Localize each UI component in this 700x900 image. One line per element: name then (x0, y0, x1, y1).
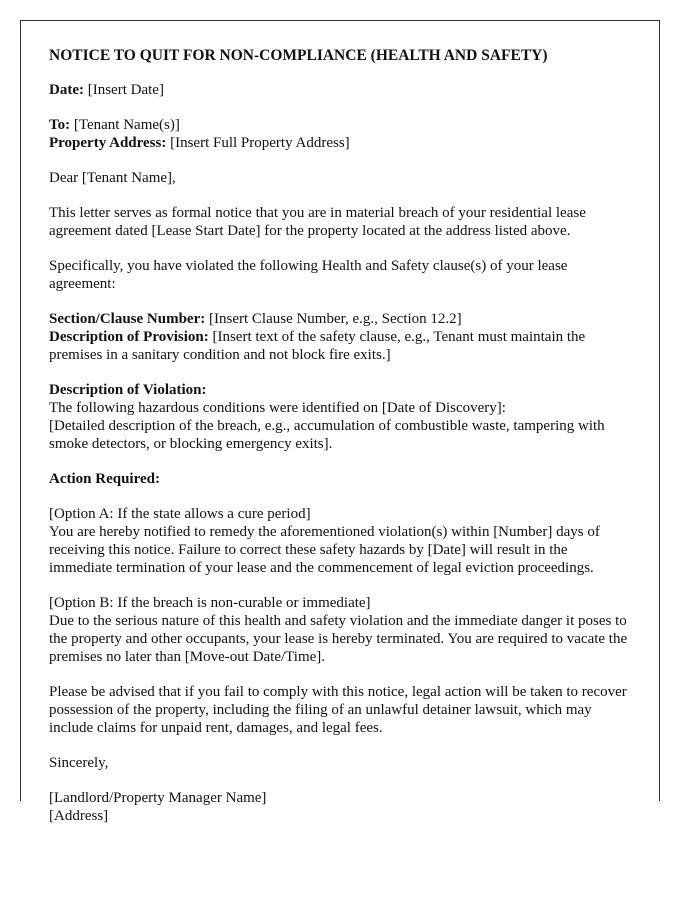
advisory-paragraph: Please be advised that if you fail to comply with this notice, legal action will be taken to recover possession of the property, including the filing of an unlawful detainer lawsuit, which may include claims for unpaid rent, damages, and legal fees. (49, 684, 627, 736)
provision-line (49, 328, 634, 364)
property-address-value: [Insert Full Property Address] (170, 135, 350, 151)
recipient-block (49, 116, 634, 152)
to-line (49, 116, 634, 134)
signature-address: [Address] (49, 808, 109, 824)
clause-number-value: [Insert Clause Number, e.g., Section 12.2] (209, 311, 462, 327)
action-heading-block (49, 470, 634, 488)
intro-paragraph: This letter serves as formal notice that you are in material breach of your residential lease agreement dated [Lease Start Date] for the property located at the address listed above. (49, 205, 586, 239)
clause-number-label: Section/Clause Number: (49, 311, 206, 327)
option-a-text: You are hereby notified to remedy the aforementioned violation(s) within [Number] days of receiving this notice. Failure to correct these safety hazards by [Date] will result in the immediate termination of your lease and the commencement of legal eviction proceedings. (49, 524, 600, 576)
document-page (20, 20, 660, 824)
provision-value: [Insert text of the safety clause, e.g., Tenant must maintain the premises in a sanitary condition and not block fire exits.] (49, 329, 586, 363)
property-address-label: Property Address: (49, 135, 167, 151)
option-a-label: [Option A: If the state allows a cure period] (49, 506, 311, 522)
action-heading: Action Required: (49, 471, 160, 487)
to-label: To: (49, 117, 71, 133)
option-a-block (49, 505, 634, 577)
date-label: Date: (49, 82, 84, 98)
clause-block (49, 310, 634, 364)
property-address-line (49, 134, 634, 152)
provision-label: Description of Provision: (49, 329, 209, 345)
date-line (49, 81, 634, 99)
option-b-label: [Option B: If the breach is non-curable or immediate] (49, 595, 371, 611)
violation-line-2: [Detailed description of the breach, e.g., accumulation of combustible waste, tampering with smoke detectors, or blocking emergency exits]. (49, 418, 605, 452)
closing: Sincerely, (49, 755, 109, 771)
specifics-paragraph: Specifically, you have violated the following Health and Safety clause(s) of your lease agreement: (49, 258, 568, 292)
violation-block (49, 381, 634, 453)
date-value: [Insert Date] (87, 82, 164, 98)
option-b-block (49, 594, 634, 666)
option-b-text: Due to the serious nature of this health and safety violation and the immediate danger it poses to the property and other occupants, your lease is hereby terminated. You are required to vacate the premises no later than [Move-out Date/Time]. (49, 613, 628, 665)
salutation: Dear [Tenant Name], (49, 170, 176, 186)
violation-heading: Description of Violation: (49, 382, 207, 398)
document-title: NOTICE TO QUIT FOR NON-COMPLIANCE (HEALTH AND SAFETY) (49, 47, 548, 64)
signature-name: [Landlord/Property Manager Name] (49, 790, 267, 806)
signature-block (49, 789, 634, 825)
clause-number-line (49, 310, 634, 328)
to-value: [Tenant Name(s)] (73, 117, 180, 133)
document-content (49, 47, 634, 842)
violation-line-1: The following hazardous conditions were identified on [Date of Discovery]: (49, 400, 506, 416)
